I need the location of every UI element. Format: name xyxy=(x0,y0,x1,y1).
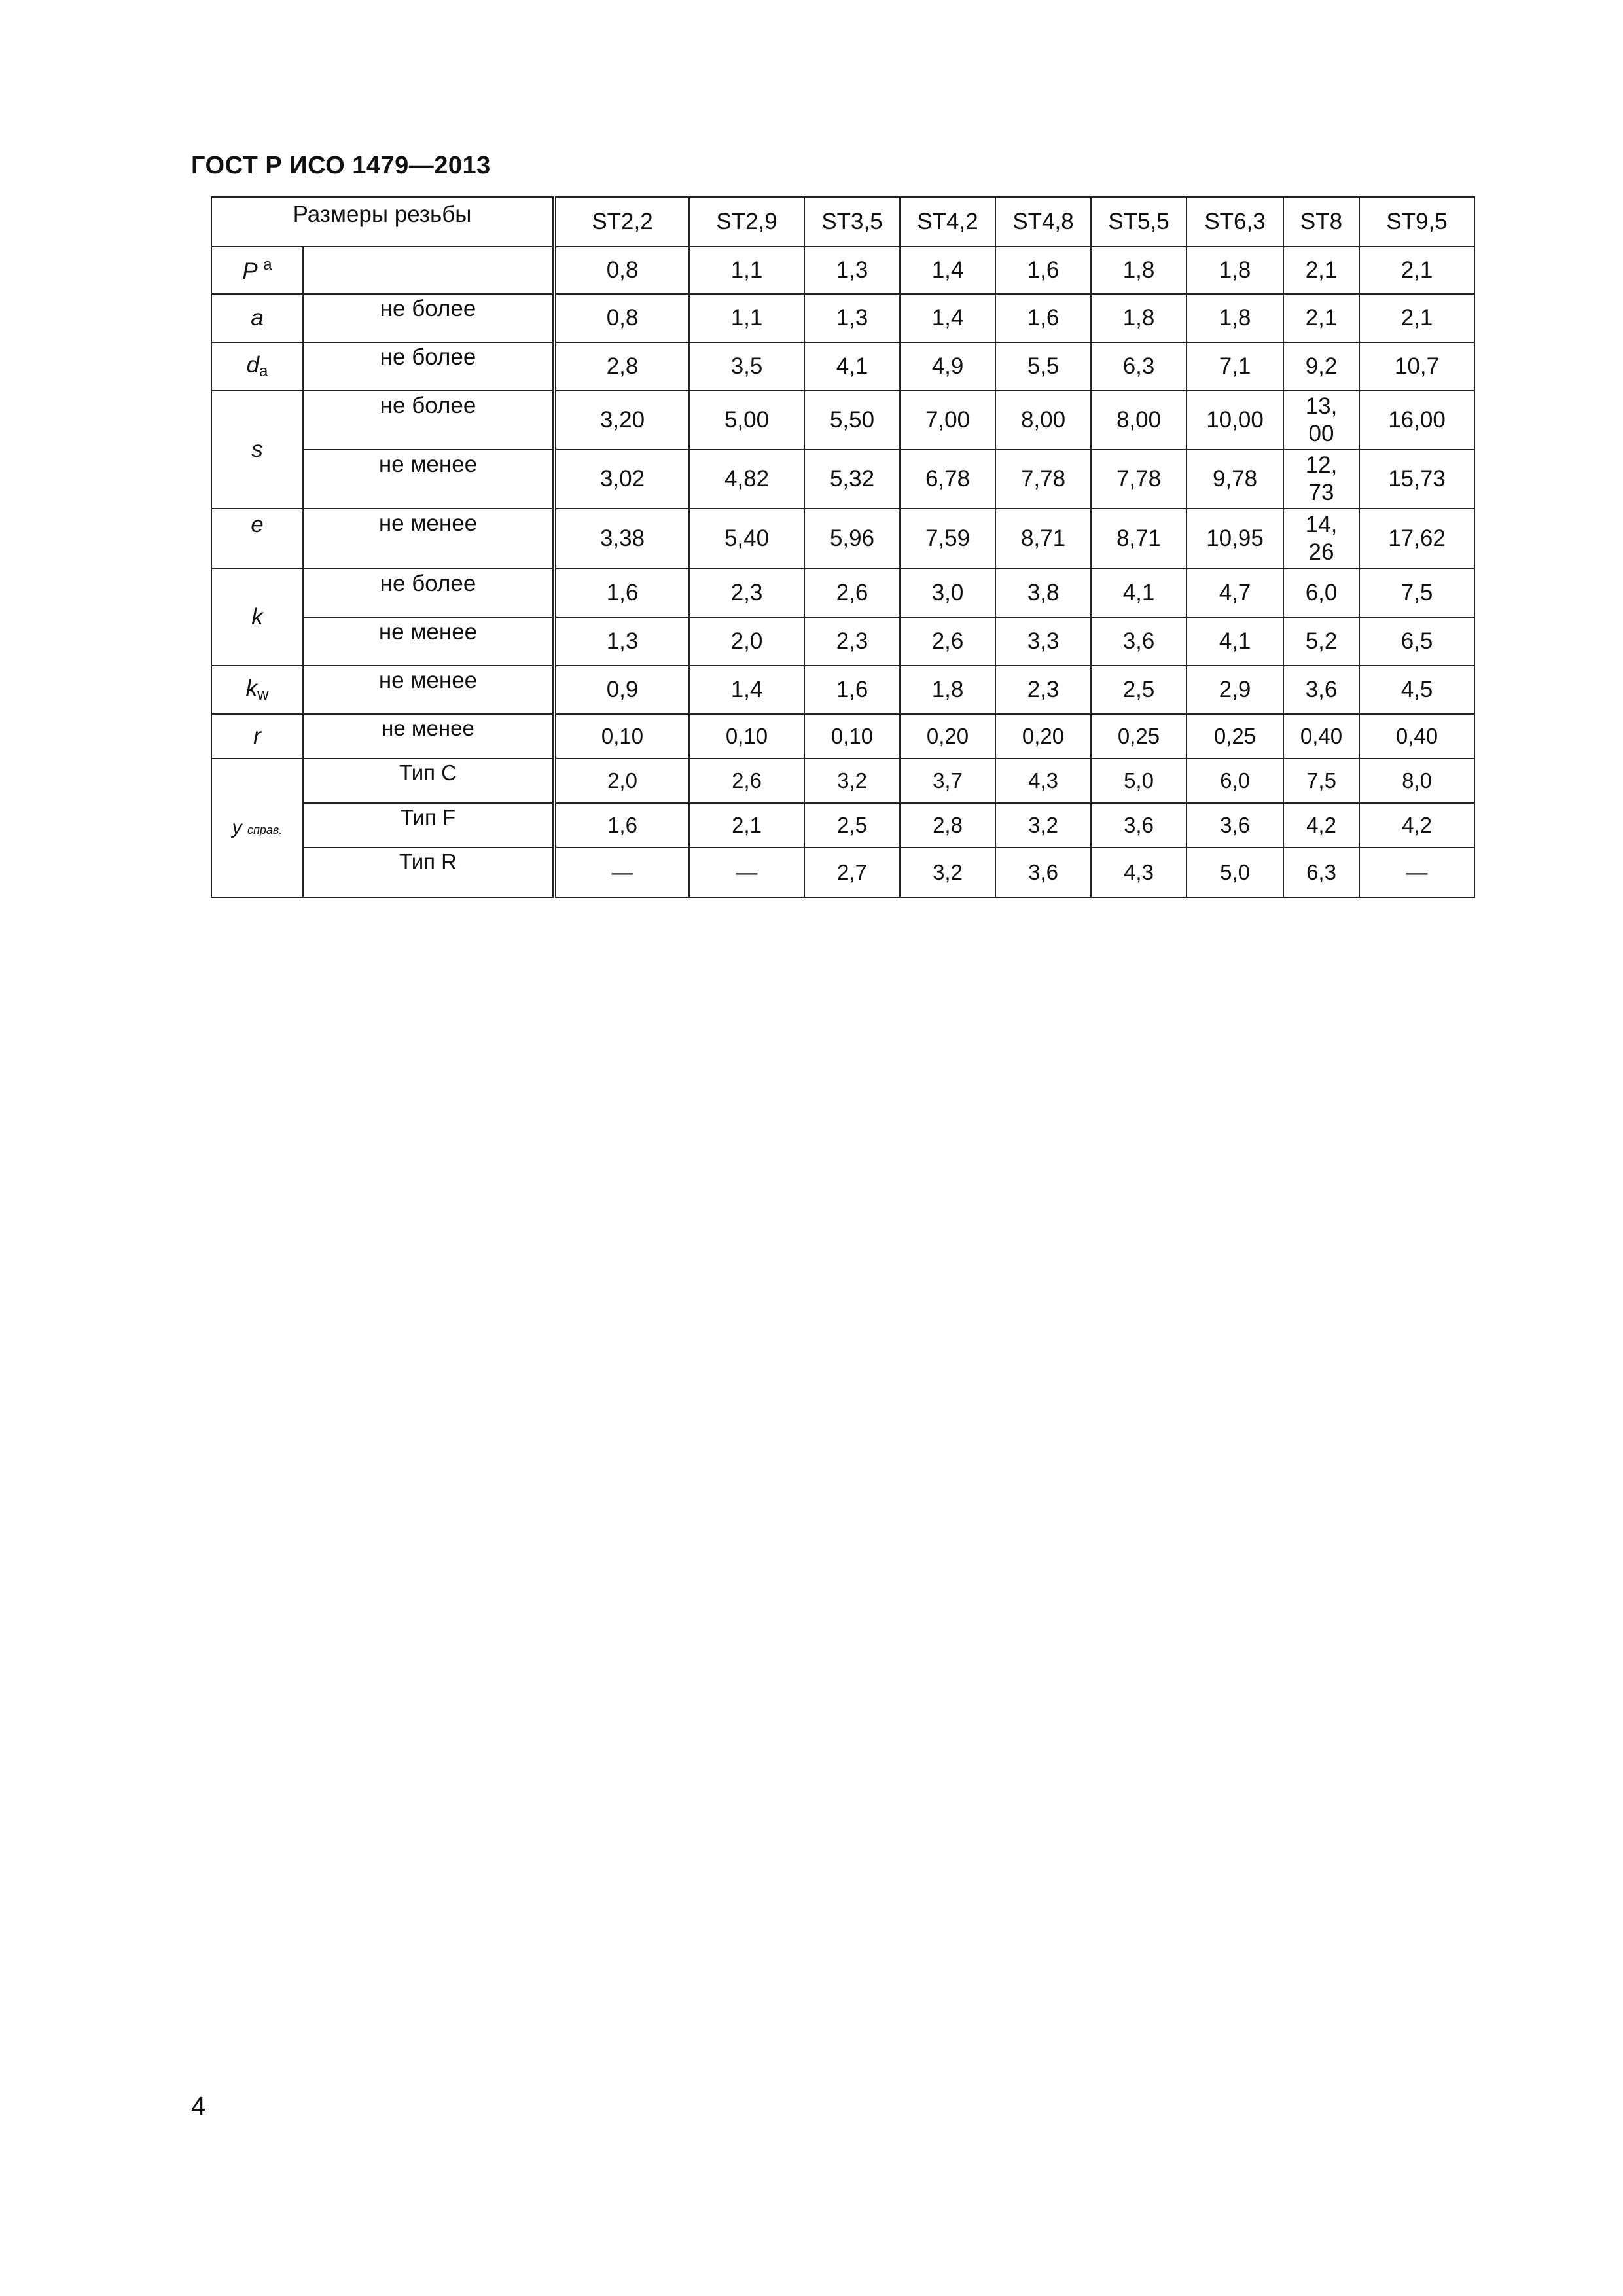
table-cell: 8,71 xyxy=(1091,509,1186,569)
row-condition: не более xyxy=(303,569,554,617)
table-cell: 2,1 xyxy=(1359,247,1474,294)
table-cell: 4,1 xyxy=(1186,617,1283,666)
table-cell: 10,7 xyxy=(1359,342,1474,391)
table-cell: 8,00 xyxy=(995,391,1091,450)
table-cell: 1,8 xyxy=(1186,294,1283,342)
table-cell: 7,78 xyxy=(995,450,1091,509)
table-cell: 10,00 xyxy=(1186,391,1283,450)
column-header: ST4,2 xyxy=(900,197,995,247)
table-cell: 3,7 xyxy=(900,759,995,803)
table-cell: 0,20 xyxy=(995,714,1091,759)
row-symbol: $d_a$ xyxy=(211,342,303,391)
table-cell: 0,25 xyxy=(1091,714,1186,759)
table-cell: 6,0 xyxy=(1186,759,1283,803)
table-cell: 4,82 xyxy=(689,450,804,509)
table-cell: 1,1 xyxy=(689,247,804,294)
table-cell: 4,3 xyxy=(995,759,1091,803)
row-condition: не более xyxy=(303,342,554,391)
column-header: ST3,5 xyxy=(804,197,900,247)
table-cell: 4,5 xyxy=(1359,666,1474,714)
table-cell: 5,40 xyxy=(689,509,804,569)
row-condition xyxy=(303,247,554,294)
table-cell: 17,62 xyxy=(1359,509,1474,569)
table-cell: 6,3 xyxy=(1091,342,1186,391)
row-condition: не менее xyxy=(303,617,554,666)
row-symbol: a xyxy=(211,294,303,342)
table-cell: 14, 26 xyxy=(1283,509,1359,569)
table-cell: 2,3 xyxy=(995,666,1091,714)
row-condition: не более xyxy=(303,391,554,450)
table-cell: 2,1 xyxy=(689,803,804,848)
page-number: 4 xyxy=(191,2092,206,2121)
table-cell: 1,4 xyxy=(900,247,995,294)
table-cell: 7,78 xyxy=(1091,450,1186,509)
column-header: ST2,9 xyxy=(689,197,804,247)
row-symbol: s xyxy=(211,391,303,509)
table-cell: 9,2 xyxy=(1283,342,1359,391)
row-symbol: $k_w$ xyxy=(211,666,303,714)
table-cell: 2,8 xyxy=(554,342,689,391)
table-cell: 7,1 xyxy=(1186,342,1283,391)
table-cell: 0,40 xyxy=(1359,714,1474,759)
table-cell: 1,6 xyxy=(995,247,1091,294)
table-cell: 3,3 xyxy=(995,617,1091,666)
table-cell: 3,2 xyxy=(995,803,1091,848)
table-cell: 1,8 xyxy=(1186,247,1283,294)
column-header: ST2,2 xyxy=(554,197,689,247)
table-row xyxy=(211,714,1474,759)
table-cell: 1,3 xyxy=(804,247,900,294)
column-header: ST9,5 xyxy=(1359,197,1474,247)
table-cell: 3,02 xyxy=(554,450,689,509)
table-cell: 1,4 xyxy=(689,666,804,714)
table-cell: 3,20 xyxy=(554,391,689,450)
table-cell: 0,10 xyxy=(804,714,900,759)
table-cell: 3,6 xyxy=(1091,617,1186,666)
table-cell: 3,6 xyxy=(1186,803,1283,848)
row-condition: не менее xyxy=(303,714,554,759)
table-cell: 2,1 xyxy=(1283,247,1359,294)
table-row xyxy=(211,247,1474,294)
thread-dimensions-table xyxy=(211,196,1475,898)
row-symbol: e xyxy=(211,509,303,569)
table-cell: 2,0 xyxy=(689,617,804,666)
table-cell: 4,2 xyxy=(1283,803,1359,848)
table-cell: 2,3 xyxy=(689,569,804,617)
document-header: ГОСТ Р ИСО 1479—2013 xyxy=(191,152,491,179)
column-header: ST4,8 xyxy=(995,197,1091,247)
row-condition: не менее xyxy=(303,450,554,509)
table-cell: 2,1 xyxy=(1283,294,1359,342)
table-cell: 0,40 xyxy=(1283,714,1359,759)
table-cell: 8,0 xyxy=(1359,759,1474,803)
row-symbol: y справ. xyxy=(211,759,303,897)
column-header: ST6,3 xyxy=(1186,197,1283,247)
table-cell: 1,6 xyxy=(804,666,900,714)
table-cell: 1,6 xyxy=(554,803,689,848)
table-cell: 2,3 xyxy=(804,617,900,666)
row-condition: не менее xyxy=(303,509,554,569)
table-cell: 2,5 xyxy=(1091,666,1186,714)
table-cell: 1,3 xyxy=(554,617,689,666)
table-row xyxy=(211,450,1474,509)
table-row xyxy=(211,803,1474,848)
table-cell: 2,6 xyxy=(689,759,804,803)
table-cell: 13, 00 xyxy=(1283,391,1359,450)
table-cell: 6,0 xyxy=(1283,569,1359,617)
table-cell: 4,9 xyxy=(900,342,995,391)
column-header: ST5,5 xyxy=(1091,197,1186,247)
row-symbol: k xyxy=(211,569,303,666)
table-cell: 0,10 xyxy=(554,714,689,759)
table-cell: — xyxy=(689,848,804,897)
table-cell: 4,7 xyxy=(1186,569,1283,617)
table-cell: 1,6 xyxy=(554,569,689,617)
table-row xyxy=(211,759,1474,803)
table-cell: 2,7 xyxy=(804,848,900,897)
table-cell: 3,38 xyxy=(554,509,689,569)
table-cell: 7,5 xyxy=(1359,569,1474,617)
table-cell: 10,95 xyxy=(1186,509,1283,569)
table-cell: 3,6 xyxy=(995,848,1091,897)
table-cell: 1,6 xyxy=(995,294,1091,342)
table-cell: 0,10 xyxy=(689,714,804,759)
table-cell: 6,3 xyxy=(1283,848,1359,897)
row-condition: Тип R xyxy=(303,848,554,897)
table-cell: 0,8 xyxy=(554,294,689,342)
table-cell: 1,8 xyxy=(900,666,995,714)
row-condition: не менее xyxy=(303,666,554,714)
column-header: ST8 xyxy=(1283,197,1359,247)
table-cell: 4,3 xyxy=(1091,848,1186,897)
table-cell: 5,96 xyxy=(804,509,900,569)
table-cell: 0,9 xyxy=(554,666,689,714)
table-cell: 3,6 xyxy=(1091,803,1186,848)
table-cell: 7,59 xyxy=(900,509,995,569)
table-cell: 5,0 xyxy=(1091,759,1186,803)
table-cell: 3,8 xyxy=(995,569,1091,617)
table-row xyxy=(211,569,1474,617)
table-cell: 9,78 xyxy=(1186,450,1283,509)
table-cell: 3,2 xyxy=(900,848,995,897)
table-cell: 2,6 xyxy=(900,617,995,666)
table-cell: 5,2 xyxy=(1283,617,1359,666)
table-cell: 1,1 xyxy=(689,294,804,342)
table-cell: 0,25 xyxy=(1186,714,1283,759)
table-cell: 2,0 xyxy=(554,759,689,803)
table-cell: 2,8 xyxy=(900,803,995,848)
table-cell: 1,8 xyxy=(1091,247,1186,294)
table-cell: 3,2 xyxy=(804,759,900,803)
table-cell: 1,3 xyxy=(804,294,900,342)
table-cell: 8,71 xyxy=(995,509,1091,569)
table-row xyxy=(211,294,1474,342)
row-symbol: P $^a$ xyxy=(211,247,303,294)
table-cell: 7,5 xyxy=(1283,759,1359,803)
table-row xyxy=(211,848,1474,897)
table-cell: 5,0 xyxy=(1186,848,1283,897)
table-cell: 5,50 xyxy=(804,391,900,450)
table-cell: 2,6 xyxy=(804,569,900,617)
table-cell: 6,5 xyxy=(1359,617,1474,666)
row-condition: Тип C xyxy=(303,759,554,803)
thread-size-header: Размеры резьбы xyxy=(211,197,554,247)
table-cell: 0,8 xyxy=(554,247,689,294)
row-symbol: r xyxy=(211,714,303,759)
table-row xyxy=(211,666,1474,714)
table-cell: 7,00 xyxy=(900,391,995,450)
table-cell: 5,32 xyxy=(804,450,900,509)
table-cell: 16,00 xyxy=(1359,391,1474,450)
table-row xyxy=(211,391,1474,450)
table-cell: — xyxy=(554,848,689,897)
table-cell: 8,00 xyxy=(1091,391,1186,450)
table-cell: 2,5 xyxy=(804,803,900,848)
table-cell: 2,1 xyxy=(1359,294,1474,342)
row-condition: не более xyxy=(303,294,554,342)
table-cell: 6,78 xyxy=(900,450,995,509)
table-cell: 0,20 xyxy=(900,714,995,759)
table-cell: 3,6 xyxy=(1283,666,1359,714)
table-cell: 1,4 xyxy=(900,294,995,342)
table-cell: 2,9 xyxy=(1186,666,1283,714)
table-cell: 1,8 xyxy=(1091,294,1186,342)
table-row xyxy=(211,509,1474,569)
table-cell: 3,5 xyxy=(689,342,804,391)
table-cell: 15,73 xyxy=(1359,450,1474,509)
table-header-row xyxy=(211,197,1474,247)
table-cell: 3,0 xyxy=(900,569,995,617)
table-cell: 4,1 xyxy=(1091,569,1186,617)
table-row xyxy=(211,617,1474,666)
row-condition: Тип F xyxy=(303,803,554,848)
table-cell: — xyxy=(1359,848,1474,897)
table-cell: 5,00 xyxy=(689,391,804,450)
table-cell: 5,5 xyxy=(995,342,1091,391)
table-cell: 4,1 xyxy=(804,342,900,391)
table-row xyxy=(211,342,1474,391)
table-cell: 4,2 xyxy=(1359,803,1474,848)
table-cell: 12, 73 xyxy=(1283,450,1359,509)
